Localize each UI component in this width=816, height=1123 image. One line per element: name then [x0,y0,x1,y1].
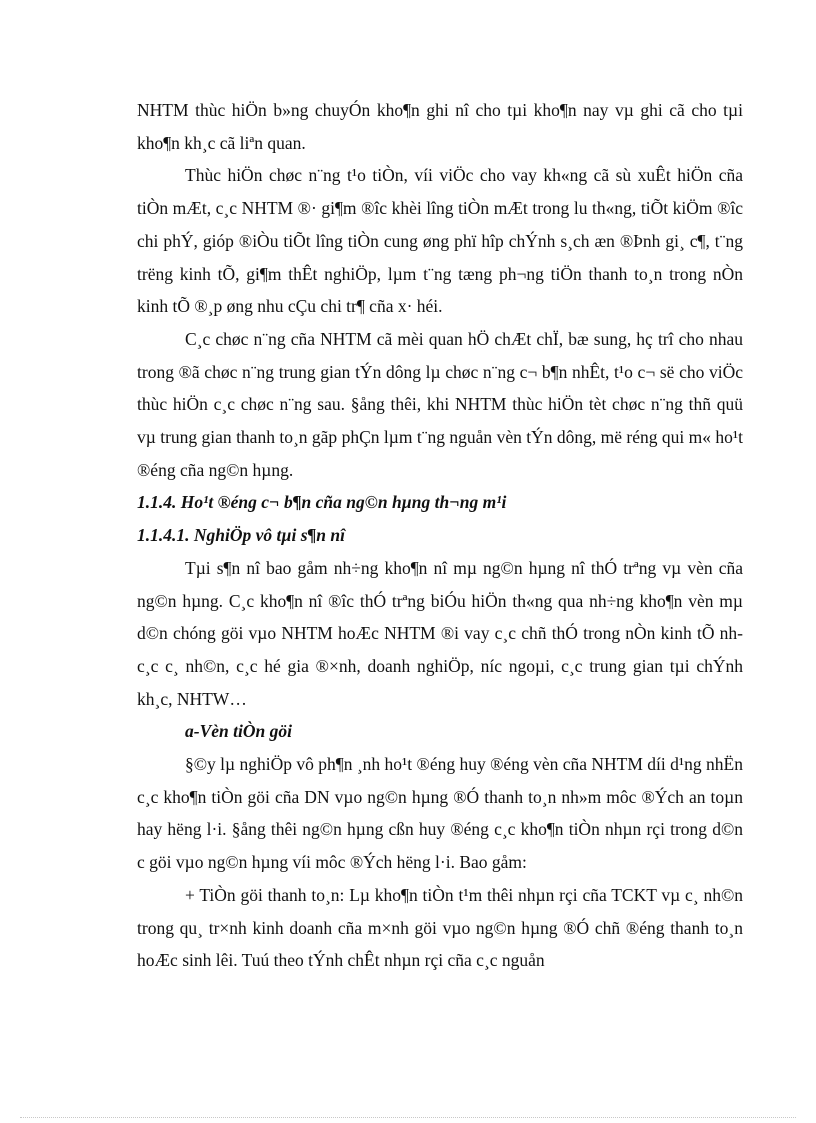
item-heading: a-Vèn tiÒn göi [185,721,292,742]
document-body [137,94,743,977]
paragraph: Thùc hiÖn chøc n¨ng t¹o tiÒn, víi viÖc cho vay kh«ng cã sù xuÊt hiÖn cña tiÒn mÆt, c¸c NHTM ®· gi¶m ®îc khèi lîng tiÒn mÆt trong lu th«ng, tiÕt kiÖm ®îc chi phÝ, gióp ®iÒu tiÕt lîng tiÒn cung øng phï hîp chÝnh s¸ch æn ®Þnh gi¸ c¶, t¨ng trëng kinh tÕ, gi¶m thÊt nghiÖp, lµm t¨ng tæng ph¬ng tiÖn thanh to¸n trong nÒn kinh tÕ ®¸p øng nhu cÇu chi tr¶ cña x· héi. [137,165,743,317]
paragraph: §©y lµ nghiÖp vô ph¶n ¸nh ho¹t ®éng huy ®éng vèn cña NHTM díi d¹ng nhËn c¸c kho¶n tiÒn göi cña DN vµo ng©n hµng ®Ó thanh to¸n nh»m môc ®Ých an toµn hay hëng l·i. §ång thêi ng©n hµng cßn huy ®éng c¸c kho¶n tiÒn nhµn rçi trong d©n c göi vµo ng©n hµng víi môc ®Ých hëng l·i. Bao gåm: [137,754,743,873]
paragraph: + TiÒn göi thanh to¸n: Lµ kho¶n tiÒn t¹m thêi nhµn rçi cña TCKT vµ c¸ nh©n trong qu¸ tr×nh kinh doanh cña m×nh göi vµo ng©n hµng ®Ó chñ ®éng thanh to¸n hoÆc sinh lêi. Tuú theo tÝnh chÊt nhµn rçi cña c¸c nguån [137,884,743,971]
section-heading: 1.1.4. Ho¹t ®éng c¬ b¶n cña ng©n hµng th¬ng m¹i [137,492,507,513]
paragraph: C¸c chøc n¨ng cña NHTM cã mèi quan hÖ chÆt chÏ, bæ sung, hç trî cho nhau trong ®ã chøc n¨ng trung gian tÝn dông lµ chøc n¨ng c¬ b¶n nhÊt, t¹o c¬ së cho viÖc thùc hiÖn c¸c chøc n¨ng sau. §ång thêi, khi NHTM thùc hiÖn tèt chøc n¨ng thñ quü vµ trung gian thanh to¸n gãp phÇn lµm t¨ng nguån vèn tÝn dông, më réng qui m« ho¹t ®éng cña ng©n hµng. [137,328,743,480]
paragraph: Tµi s¶n nî bao gåm nh÷ng kho¶n nî mµ ng©n hµng nî thÓ trªng vµ vèn cña ng©n hµng. C¸c kho¶n nî ®îc thÓ trªng biÓu hiÖn th«ng qua nh÷ng kho¶n vèn mµ d©n chóng göi vµo NHTM hoÆc NHTM ®i vay c¸c chñ thÓ trong nÒn kinh tÕ nh c¸c c¸ nh©n, c¸c hé gia ®×nh, doanh nghiÖp, níc ngoµi, c¸c trung gian tµi chÝnh kh¸c, NHTW… [137,557,743,709]
page-footer-rule [20,1117,796,1118]
paragraph: NHTM thùc hiÖn b»ng chuyÓn kho¶n ghi nî cho tµi kho¶n nay vµ ghi cã cho tµi kho¶n kh¸c cã liªn quan. [137,100,743,153]
subsection-heading: 1.1.4.1. NghiÖp vô tµi s¶n nî [137,525,345,546]
